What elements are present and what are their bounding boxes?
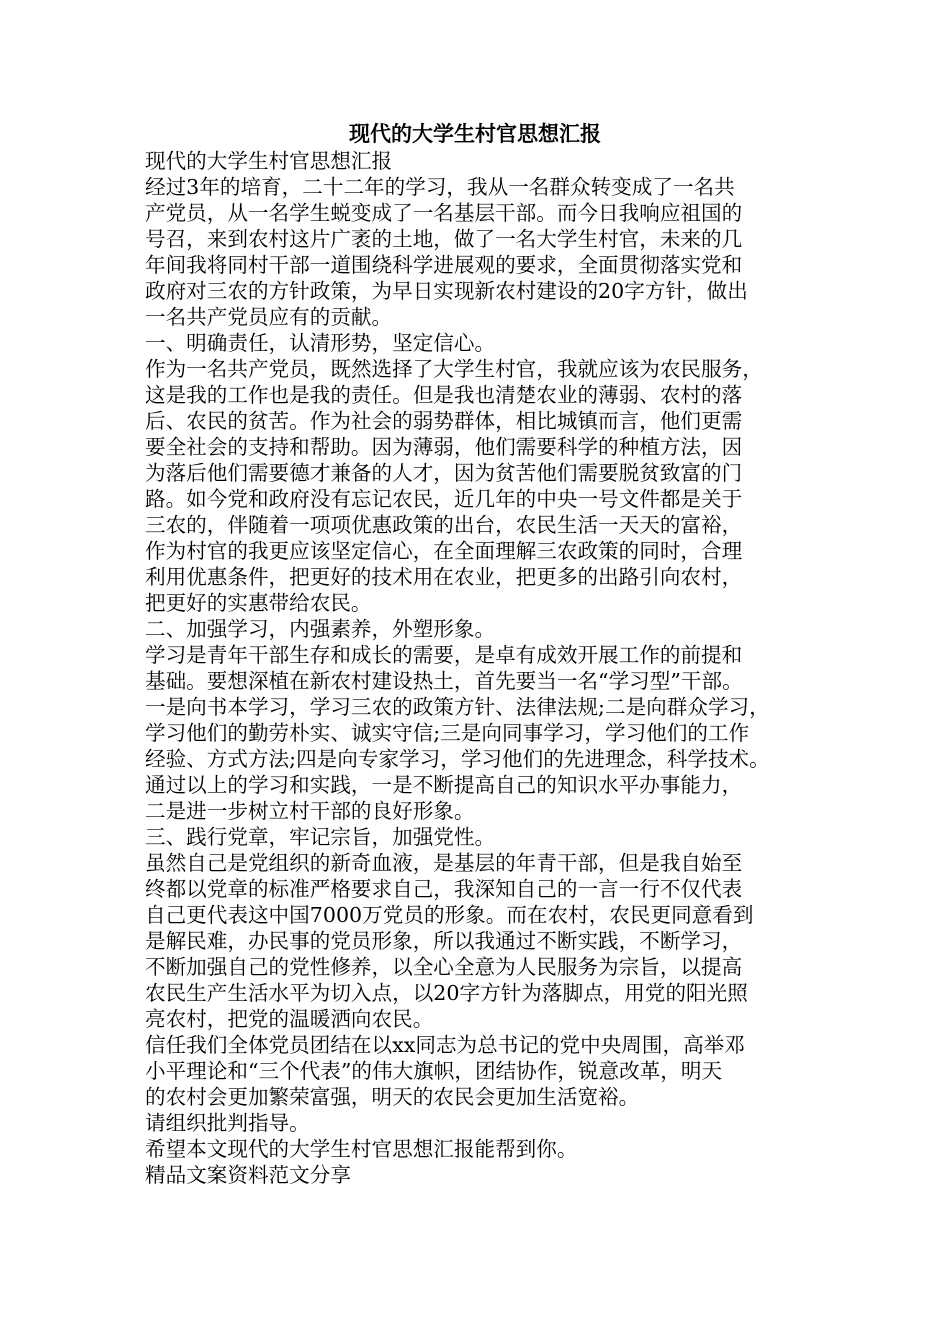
document-line: 精品文案资料范文分享 xyxy=(145,1163,351,1187)
document-line: 作为一名共产党员，既然选择了大学生村官，我就应该为农民服务， xyxy=(145,357,763,381)
document-line: 这是我的工作也是我的责任。但是我也清楚农业的薄弱、农村的落 xyxy=(145,383,743,407)
document-line: 一、明确责任，认清形势，坚定信心。 xyxy=(145,331,496,355)
document-line: 请组织批判指导。 xyxy=(145,1111,310,1135)
document-line: 学习他们的勤劳朴实、诚实守信;三是向同事学习，学习他们的工作 xyxy=(145,721,750,745)
document-line: 路。如今党和政府没有忘记农民，近几年的中央一号文件都是关于 xyxy=(145,487,743,511)
document-line: 为落后他们需要德才兼备的人才，因为贫苦他们需要脱贫致富的门 xyxy=(145,461,743,485)
document-line: 经验、方式方法;四是向专家学习，学习他们的先进理念，科学技术。 xyxy=(145,747,770,771)
document-line: 把更好的实惠带给农民。 xyxy=(145,591,372,615)
document-line: 二是进一步树立村干部的良好形象。 xyxy=(145,799,475,823)
document-line: 不断加强自己的党性修养，以全心全意为人民服务为宗旨，以提高 xyxy=(145,955,743,979)
document-line: 希望本文现代的大学生村官思想汇报能帮到你。 xyxy=(145,1137,578,1161)
document-title: 现代的大学生村官思想汇报 xyxy=(349,121,601,146)
document-line: 小平理论和“三个代表”的伟大旗帜，团结协作，锐意改革，明天 xyxy=(145,1059,723,1083)
document-line: 基础。要想深植在新农村建设热土，首先要当一名“学习型”干部。 xyxy=(145,669,743,693)
document-line: 三农的，伴随着一项项优惠政策的出台，农民生活一天天的富裕， xyxy=(145,513,743,537)
document-line: 农民生产生活水平为切入点，以20字方针为落脚点，用党的阳光照 xyxy=(145,981,748,1005)
document-line: 虽然自己是党组织的新奇血液，是基层的年青干部，但是我自始至 xyxy=(145,851,743,875)
document-line: 一是向书本学习，学习三农的政策方针、法律法规;二是向群众学习， xyxy=(145,695,770,719)
document-line: 亮农村，把党的温暖洒向农民。 xyxy=(145,1007,434,1031)
document-line: 自己更代表这中国7000万党员的形象。而在农村，农民更同意看到 xyxy=(145,903,754,927)
document-line: 号召，来到农村这片广袤的土地，做了一名大学生村官，未来的几 xyxy=(145,227,743,251)
document-line: 三、践行党章，牢记宗旨，加强党性。 xyxy=(145,825,496,849)
document-line: 学习是青年干部生存和成长的需要，是卓有成效开展工作的前提和 xyxy=(145,643,743,667)
document-line: 终都以党章的标准严格要求自己，我深知自己的一言一行不仅代表 xyxy=(145,877,743,901)
document-line: 利用优惠条件，把更好的技术用在农业，把更多的出路引向农村， xyxy=(145,565,743,589)
document-line: 后、农民的贫苦。作为社会的弱势群体，相比城镇而言，他们更需 xyxy=(145,409,743,433)
document-line: 要全社会的支持和帮助。因为薄弱，他们需要科学的种植方法，因 xyxy=(145,435,743,459)
document-line: 年间我将同村干部一道围绕科学进展观的要求，全面贯彻落实党和 xyxy=(145,253,743,277)
document-line: 通过以上的学习和实践，一是不断提高自己的知识水平办事能力， xyxy=(145,773,743,797)
document-line: 一名共产党员应有的贡献。 xyxy=(145,305,393,329)
document-line: 信任我们全体党员团结在以xx同志为总书记的党中央周围，高举邓 xyxy=(145,1033,745,1057)
document-line: 是解民难，办民事的党员形象，所以我通过不断实践，不断学习， xyxy=(145,929,743,953)
document-line: 政府对三农的方针政策，为早日实现新农村建设的20字方针，做出 xyxy=(145,279,748,303)
document-line: 现代的大学生村官思想汇报 xyxy=(145,149,393,173)
document-body xyxy=(145,148,815,1188)
document-line: 经过3年的培育，二十二年的学习，我从一名群众转变成了一名共 xyxy=(145,175,735,199)
document-line: 的农村会更加繁荣富强，明天的农民会更加生活宽裕。 xyxy=(145,1085,640,1109)
document-line: 作为村官的我更应该坚定信心，在全面理解三农政策的同时，合理 xyxy=(145,539,743,563)
document-line: 产党员，从一名学生蜕变成了一名基层干部。而今日我响应祖国的 xyxy=(145,201,743,225)
document-line: 二、加强学习，内强素养，外塑形象。 xyxy=(145,617,496,641)
